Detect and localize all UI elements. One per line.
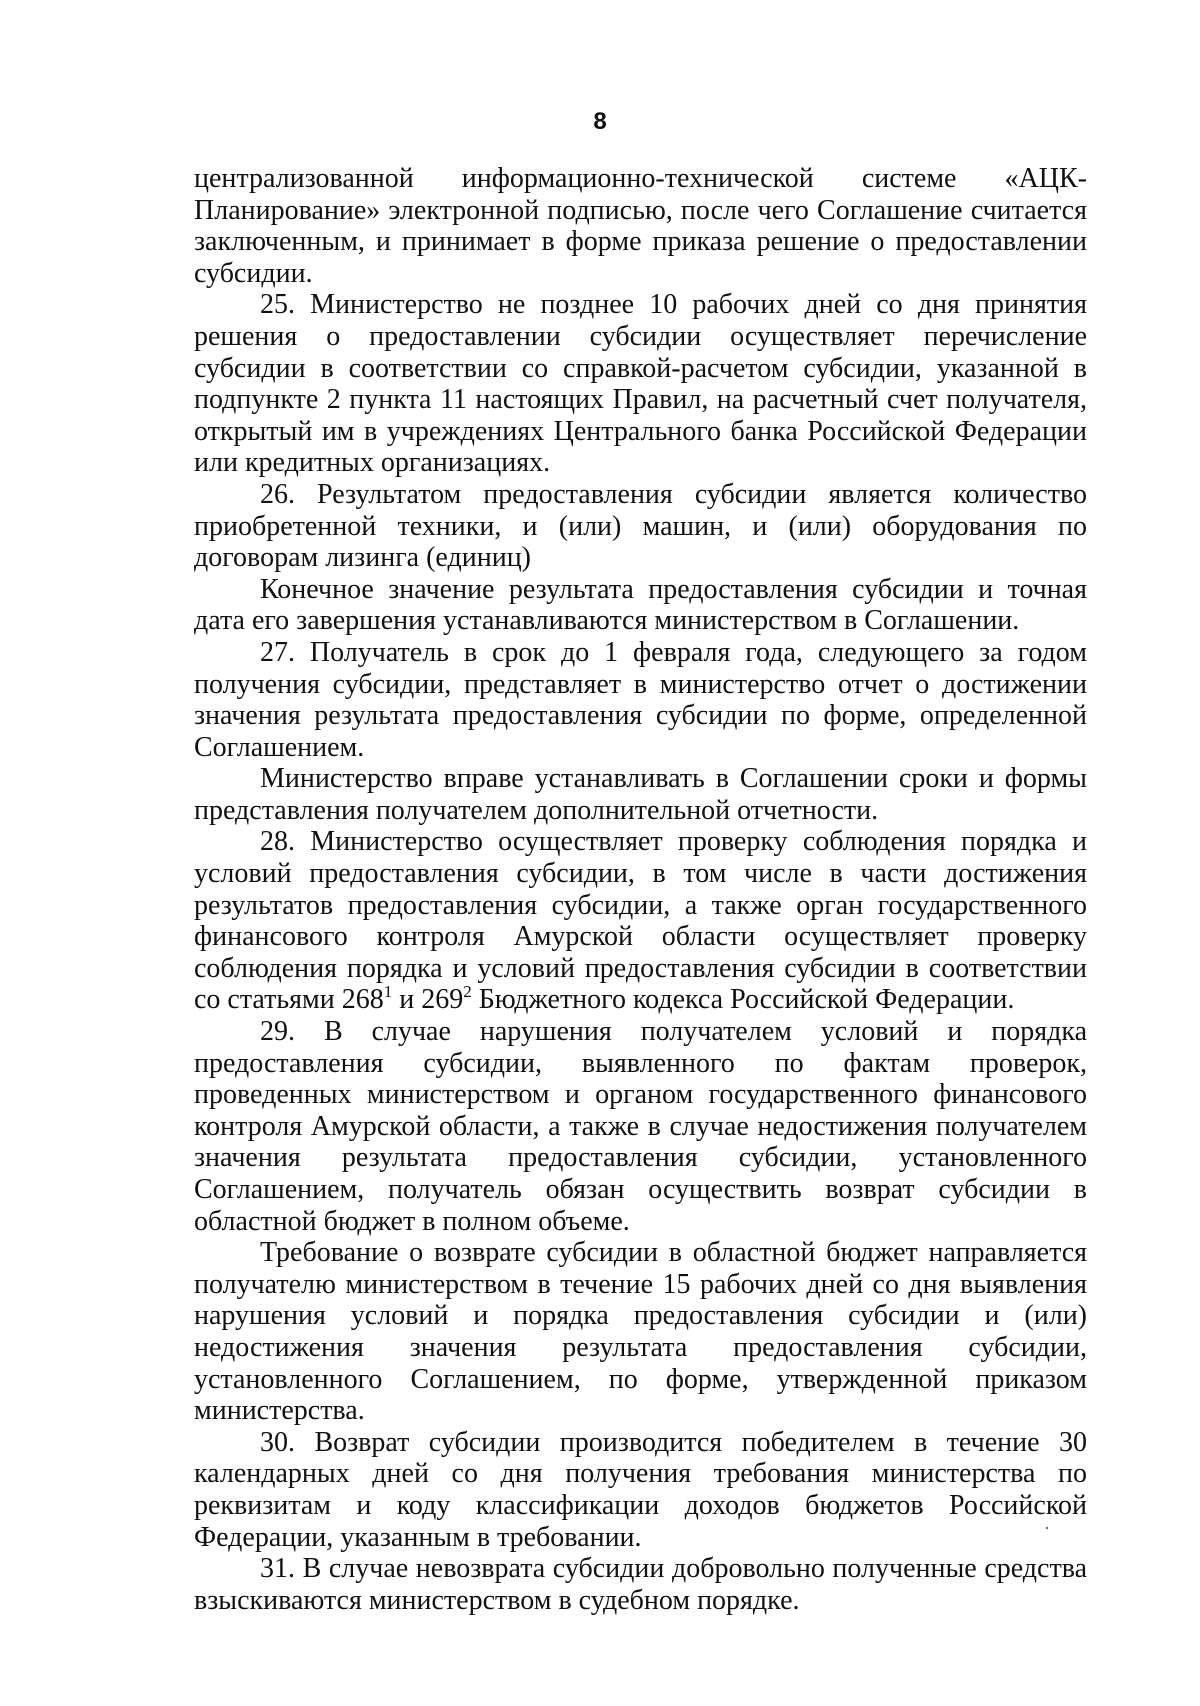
paragraph-28-text-a: 28. Министерство осуществляет проверку соблюдения порядка и условий предоставления субсидии, в том числе в части достижения результатов предоставления субсидии, а также орган государственного финансового контроля Амурской области осуществляет проверку соблюдения порядка и условий предоставления субсидии в соответствии со статьями 268 — [194, 826, 1087, 1016]
paragraph-30: 30. Возврат субсидии производится победителем в течение 30 календарных дней со дня получения требования министерства по реквизитам и коду классификации доходов бюджетов Российской Федерации, указанным в требовании. — [194, 1426, 1087, 1553]
document-body — [194, 163, 1087, 1616]
paragraph-continuation: централизованной информационно-технической системе «АЦК-Планирование» электронной подписью, после чего Соглашение считается заключенным, и принимает в форме приказа решение о предоставлении субсидии. — [194, 163, 1087, 289]
paragraph-31: 31. В случае невозврата субсидии добровольно полученные средства взыскиваются министерством в судебном порядке. — [194, 1553, 1087, 1616]
scan-speck — [1046, 1527, 1048, 1529]
paragraph-29-requirement: Требование о возврате субсидии в областной бюджет направляется получателю министерством в течение 15 рабочих дней со дня выявления нарушения условий и порядка предоставления субсидии и (или) недостижения значения результата предоставления субсидии, установленного Соглашением, по форме, утвержденной приказом министерства. — [194, 1237, 1087, 1427]
paragraph-28-text-c: Бюджетного кодекса Российской Федерации. — [471, 984, 1015, 1016]
paragraph-27: 27. Получатель в срок до 1 февраля года, следующего за годом получения субсидии, представляет в министерство отчет о достижении значения результата предоставления субсидии по форме, определенной Соглашением. — [194, 636, 1087, 763]
paragraph-28 — [194, 826, 1087, 1016]
paragraph-29: 29. В случае нарушения получателем условий и порядка предоставления субсидии, выявленного по фактам проверок, проведенных министерством и органом государственного финансового контроля Амурской области, а также в случае недостижения получателем значения результата предоставления субсидии, установленного Соглашением, получатель обязан осуществить возврат субсидии в областной бюджет в полном объеме. — [194, 1016, 1087, 1237]
paragraph-28-text-b: и 269 — [392, 984, 464, 1016]
footnote-sup-2: 2 — [463, 982, 472, 1002]
paragraph-26: 26. Результатом предоставления субсидии является количество приобретенной техники, и (или) машин, и (или) оборудования по договорам лизинга (единиц) — [194, 478, 1087, 574]
footnote-sup-1: 1 — [383, 982, 393, 1002]
paragraph-25: 25. Министерство не позднее 10 рабочих дней со дня принятия решения о предоставлении субсидии осуществляет перечисление субсидии в соответствии со справкой-расчетом субсидии, указанной в подпункте 2 пункта 11 настоящих Правил, на расчетный счет получателя, открытый им в учреждениях Центрального банка Российской Федерации или кредитных организациях. — [194, 289, 1087, 479]
paragraph-26-final-value: Конечное значение результата предоставления субсидии и точная дата его завершения устанавливаются министерством в Соглашении. — [194, 573, 1087, 637]
paragraph-27-reporting: Министерство вправе устанавливать в Соглашении сроки и формы представления получателем дополнительной отчетности. — [194, 763, 1087, 826]
page-number: 8 — [593, 108, 607, 135]
